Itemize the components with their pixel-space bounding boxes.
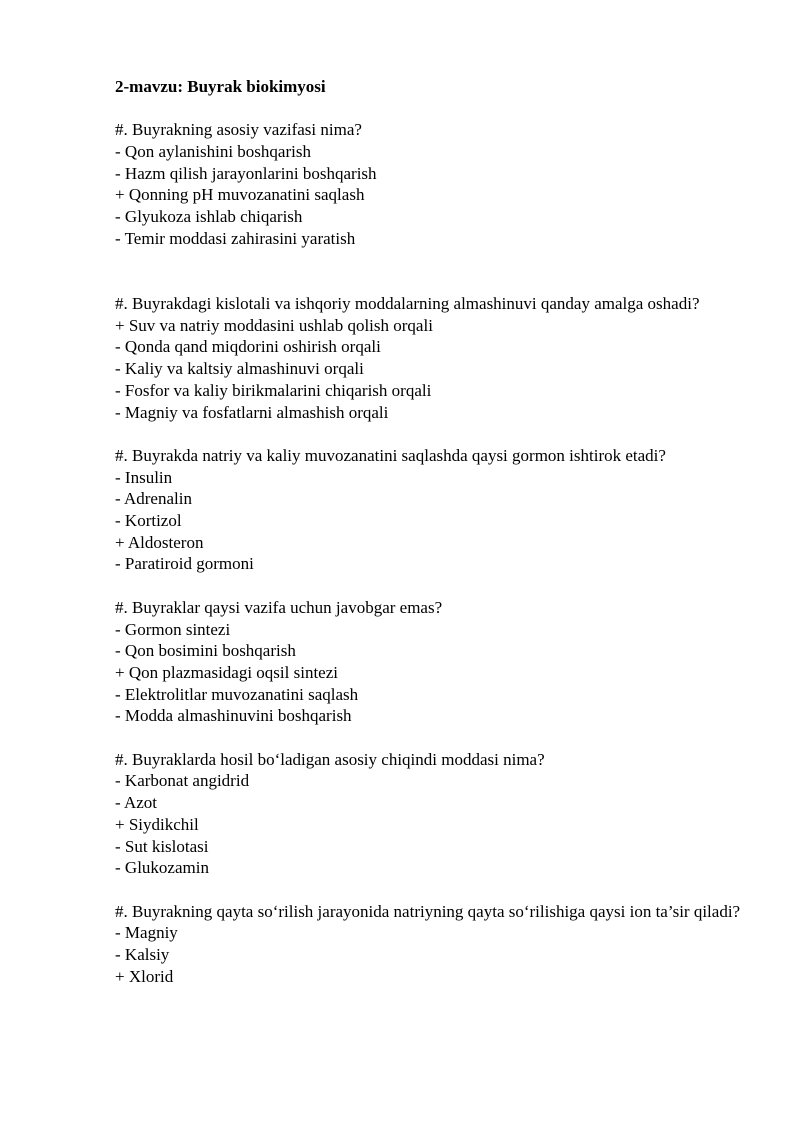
answer-option: - Gormon sintezi <box>115 619 231 639</box>
question-block-2 <box>115 293 755 423</box>
question-text: #. Buyraklar qaysi vazifa uchun javobgar emas? <box>115 597 443 617</box>
question-text: #. Buyrakda natriy va kaliy muvozanatini saqlashda qaysi gormon ishtirok etadi? <box>115 445 666 465</box>
answer-option: - Insulin <box>115 467 173 487</box>
answer-option-correct: + Qon plazmasidagi oqsil sintezi <box>115 662 338 682</box>
answer-option: - Kalsiy <box>115 945 170 965</box>
answer-option: - Qon bosimini boshqarish <box>115 641 296 661</box>
document-content <box>115 76 755 987</box>
answer-option: - Kortizol <box>115 511 182 530</box>
answer-option: - Azot <box>115 793 158 813</box>
answer-option-correct: + Siydikchil <box>115 814 199 834</box>
question-block-5 <box>115 749 755 879</box>
document-title: 2-mavzu: Buyrak biokimyosi <box>115 77 326 96</box>
answer-option: - Kaliy va kaltsiy almashinuvi orqali <box>115 359 364 379</box>
question-text: #. Buyrakning asosiy vazifasi nima? <box>115 120 362 140</box>
answer-option: - Fosfor va kaliy birikmalarini chiqarish orqali <box>115 380 432 400</box>
answer-option: - Paratiroid gormoni <box>115 554 254 574</box>
answer-option: - Modda almashinuvini boshqarish <box>115 706 352 726</box>
answer-option: - Sut kislotasi <box>115 836 209 856</box>
answer-option: - Qon aylanishini boshqarish <box>115 142 311 162</box>
answer-option-correct: + Xlorid <box>115 966 174 986</box>
answer-option: - Glyukoza ishlab chiqarish <box>115 207 303 227</box>
answer-option: - Qonda qand miqdorini oshirish orqali <box>115 337 381 357</box>
answer-option-correct: + Aldosteron <box>115 532 204 552</box>
answer-option: - Adrenalin <box>115 489 192 509</box>
answer-option: - Magniy <box>115 923 178 943</box>
question-block-4 <box>115 597 755 727</box>
answer-option-correct: + Qonning pH muvozanatini saqlash <box>115 185 365 205</box>
answer-option: - Temir moddasi zahirasini yaratish <box>115 228 356 248</box>
question-block-3 <box>115 445 755 575</box>
answer-option: - Karbonat angidrid <box>115 771 250 791</box>
question-block-6 <box>115 901 755 988</box>
question-text: #. Buyrakdagi kislotali va ishqoriy moddalarning almashinuvi qanday amalga oshadi? <box>115 293 700 313</box>
answer-option: - Hazm qilish jarayonlarini boshqarish <box>115 163 377 183</box>
question-text: #. Buyrakning qayta so‘rilish jarayonida natriyning qayta so‘rilishiga qaysi ion ta’sir qiladi? <box>115 901 741 921</box>
answer-option: - Glukozamin <box>115 858 209 878</box>
question-block-1 <box>115 119 755 249</box>
answer-option-correct: + Suv va natriy moddasini ushlab qolish orqali <box>115 315 433 335</box>
answer-option: - Elektrolitlar muvozanatini saqlash <box>115 684 359 704</box>
answer-option: - Magniy va fosfatlarni almashish orqali <box>115 402 389 422</box>
question-text: #. Buyraklarda hosil bo‘ladigan asosiy chiqindi moddasi nima? <box>115 749 545 769</box>
